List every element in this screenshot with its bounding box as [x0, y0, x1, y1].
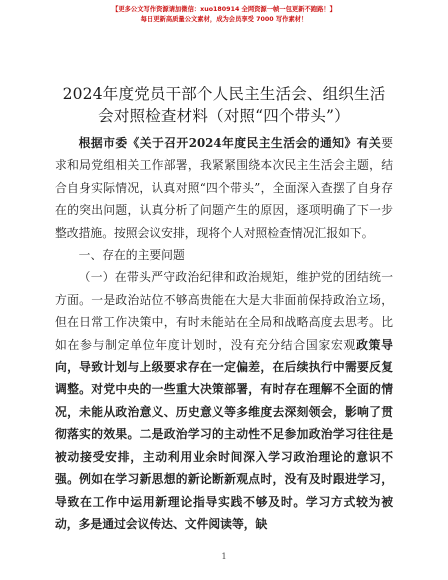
- intro-rest: 要求和局党组相关工作部署，我紧紧围绕本次民主生活会主题，结合自身实际情况，认真对照“四个带头”，全面深入查摆了自身存在的突出问题，认真分析了问题产生的原因，逐项明确了下一步整改措施。按照会议安排，现将个人对照检查情况汇报如下。: [55, 136, 393, 240]
- section-heading: 一、存在的主要问题: [78, 248, 185, 263]
- intro-lead: 根据市委《关于召开2024年度民主生活会的通知》有关: [78, 136, 382, 150]
- title-line-1: 2024年度党员干部个人民主生活会、组织生活: [62, 85, 386, 103]
- intro-paragraph: [55, 132, 393, 244]
- document-title: [48, 83, 400, 127]
- title-line-2: 会对照检查材料（对照“四个带头”）: [98, 107, 350, 125]
- body-paragraph: [55, 266, 393, 535]
- document-body: [55, 132, 393, 535]
- para-bold-text: 政策导向，导致计划与上级要求存在一定偏差，在后续执行中需要反复调整。对党中央的一些重大决策部署，有时存在理解不全面的情况，未能从政治意义、历史意义等多维度去深刻领会，影响了贯彻落实的效果。二是政治学习的主动性不足参加政治学习往往是被动接受安排，主动利用业余时间深入学习政治理论的意识不强。例如在学习新思想的新论断新观点时，没有及时跟进学习，导致在工作中运用新理论指导实践不够及时。学习方式较为被动，多是通过会议传达、文件阅读等，缺: [55, 337, 393, 531]
- banner-line-1: 【更多公文写作资源请加微信：xuo180914 全网资源一帧一包更新不跑路！】: [112, 6, 336, 13]
- banner-line-2: 每日更新高质量公文素材，成为会员享受 7000 写作素材！: [140, 15, 308, 23]
- promo-banner: [40, 5, 408, 24]
- para-normal-text: （一）在带头严守政治纪律和政治规矩，维护党的团结统一方面。一是政治站位不够高贵能在大是大非面前保持政治立场，但在日常工作决策中，有时未能站在全局和战略高度去思考。比如在参与制定单位年度计划时，没有充分结合国家宏观: [55, 270, 393, 352]
- page-number: 1: [221, 552, 227, 561]
